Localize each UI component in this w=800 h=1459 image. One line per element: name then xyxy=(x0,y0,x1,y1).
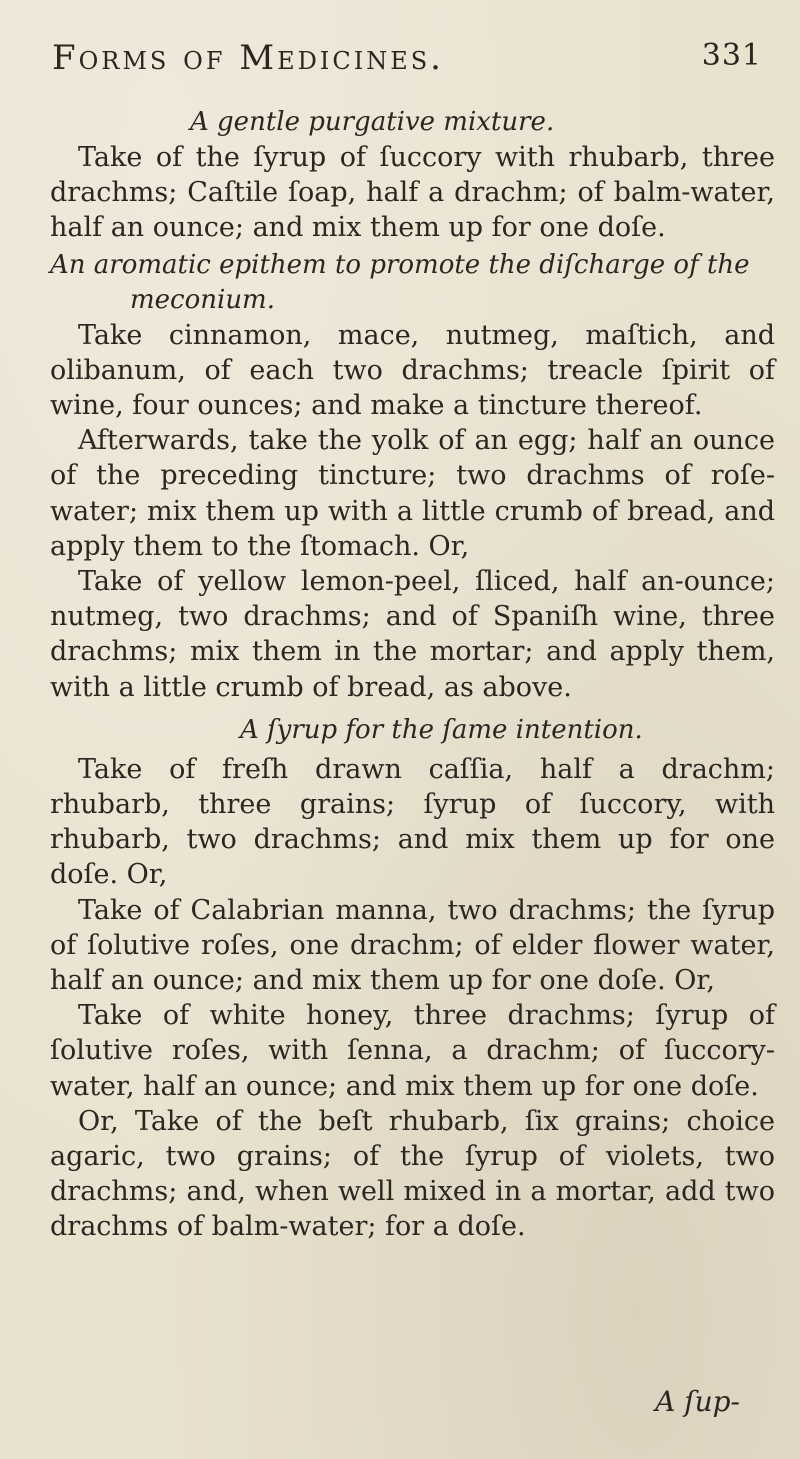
page-number: 331 xyxy=(701,38,762,73)
section-heading-aromatic-epithem: An aromatic epithem to promote the diſcharge of the xyxy=(50,249,750,280)
paragraph-syrup-1: Take of freſh drawn caſſia, half a drachm; rhubarb, three grains; ſyrup of ſuccory, with rhubarb, two drachms; and mix them up for one doſe. Or, xyxy=(50,753,775,891)
body-text xyxy=(50,105,775,1245)
section-heading-gentle-purgative: A gentle purgative mixture. xyxy=(190,107,555,137)
paragraph-aromatic-epithem-2: Afterwards, take the yolk of an egg; half an ounce of the preceding tincture; two drachms of roſe-water; mix them up with a little crumb of bread, and apply them to the ſtomach. Or, xyxy=(50,425,775,562)
paragraph-syrup-3: Take of white honey, three drachms; ſyrup of ſolutive roſes, with ſenna, a drachm; of ſuccory-water, half an ounce; and mix them up for one doſe. xyxy=(50,1000,775,1102)
paragraph-gentle-purgative: Take of the ſyrup of ſuccory with rhubarb, three drachms; Caſtile ſoap, half a drachm; of balm-water, half an ounce; and mix them up for one doſe. xyxy=(50,142,775,244)
paragraph-syrup-4: Or, Take of the beſt rhubarb, ſix grains; choice agaric, two grains; of the ſyrup of violets, two drachms; and, when well mixed in a mortar, add two drachms of balm-water; for a doſe. xyxy=(50,1105,775,1243)
running-head: Forms of Medicines. xyxy=(52,38,444,78)
paragraph-aromatic-epithem-1: Take cinnamon, mace, nutmeg, maſtich, and olibanum, of each two drachms; treacle ſpirit of wine, four ounces; and make a tincture thereof. xyxy=(50,319,775,422)
catchword: A ſup- xyxy=(655,1385,740,1418)
paragraph-syrup-2: Take of Calabrian manna, two drachms; the ſyrup of ſolutive roſes, one drachm; of elder flower water, half an ounce; and mix them up for one doſe. Or, xyxy=(50,894,775,997)
page-header xyxy=(40,34,780,86)
paragraph-aromatic-epithem-3: Take of yellow lemon-peel, ſliced, half an-ounce; nutmeg, two drachms; and of Spaniſh wine, three drachms; mix them in the mortar; and apply them, with a little crumb of bread, as above. xyxy=(50,566,775,703)
section-heading-syrup: A ſyrup for the ſame intention. xyxy=(240,714,643,745)
section-heading-aromatic-epithem-cont: meconium. xyxy=(130,284,275,315)
